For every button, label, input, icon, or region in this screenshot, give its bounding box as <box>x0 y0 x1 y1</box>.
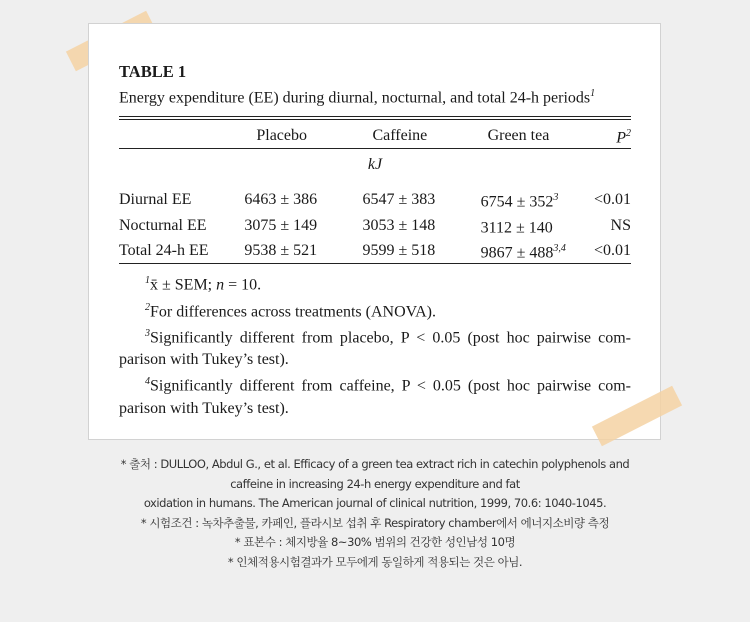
cell-caffeine: 9599 ± 518 <box>362 242 436 260</box>
footnote-1: $^1$x̄ ± SEM; n = 10. <box>145 275 262 294</box>
table-content <box>119 62 631 420</box>
footnote-3: $^3$Significantly different from placebo, P < 0.05 (post hoc pairwise com- parison with Tukey’s test). <box>119 327 631 369</box>
footer-line-source-cont2: oxidation in humans. The American journal of clinical nutrition, 1999, 70.6: 1040-1045. <box>143 496 607 510</box>
footer-line-source: * 출처 : DULLOO, Abdul G., et al. Efficacy of a green tea extract rich in catechin polyphenols and <box>120 457 630 471</box>
cell-caffeine: 3053 ± 148 <box>362 216 436 234</box>
data-table <box>119 120 631 264</box>
table-row <box>119 187 631 212</box>
footer-line-disclaimer: * 인체적용시험결과가 모두에게 동일하게 적용되는 것은 아님. <box>227 554 523 569</box>
table-row <box>119 238 631 263</box>
cell-p: <0.01 <box>593 242 631 260</box>
header-green-tea: Green tea <box>487 126 550 144</box>
cell-green-tea: $9867 \pm 488^{3,4}$ <box>480 242 566 262</box>
row-label: Total 24-h EE <box>119 242 209 260</box>
caption-footnote-mark: 1 <box>590 88 596 99</box>
footer-line-sample: * 표본수 : 체지방율 8~30% 범위의 건강한 성인남성 10명 <box>234 535 516 549</box>
footnote-4: $^4$Significantly different from caffeine, P < 0.05 (post hoc pairwise com- parison with Tukey’s test). <box>119 376 631 417</box>
unit-row <box>119 149 631 179</box>
row-label: Nocturnal EE <box>119 216 207 234</box>
source-footer <box>0 455 750 572</box>
table-caption: Energy expenditure (EE) during diurnal, nocturnal, and total 24-h periods$^1$ <box>119 88 596 107</box>
table-header-row <box>119 120 631 148</box>
header-placebo: Placebo <box>256 126 307 144</box>
cell-placebo: 3075 ± 149 <box>244 216 318 234</box>
cell-p: NS <box>610 216 631 234</box>
table-footnotes <box>119 270 631 419</box>
cell-placebo: 6463 ± 386 <box>244 191 318 209</box>
footer-line-conditions: * 시험조건 : 녹차추출물, 카페인, 플라시보 섭취 후 Respiratory chamber에서 에너지소비량 측정 <box>140 515 610 530</box>
cell-green-tea: $6754 \pm 352^3$ <box>480 192 559 211</box>
header-caffeine: Caffeine <box>372 126 428 144</box>
cell-p: <0.01 <box>593 191 631 209</box>
table-bottom-rule <box>119 263 631 264</box>
footnote-2: $^2$For differences across treatments (ANOVA). <box>145 301 436 320</box>
table-row <box>119 213 631 238</box>
header-blank <box>119 120 244 148</box>
footer-line-source-cont: caffeine in increasing 24-h energy expenditure and fat <box>230 476 520 491</box>
cell-green-tea: 3112 ± 140 <box>480 218 553 236</box>
header-p: $P^2$ <box>616 127 631 146</box>
row-label: Diurnal EE <box>119 191 192 209</box>
unit-label: kJ <box>367 155 383 173</box>
cell-placebo: 9538 ± 521 <box>244 242 318 260</box>
table-label: TABLE 1 <box>119 62 187 81</box>
cell-caffeine: 6547 ± 383 <box>362 191 436 209</box>
paper-table-card <box>88 23 661 440</box>
